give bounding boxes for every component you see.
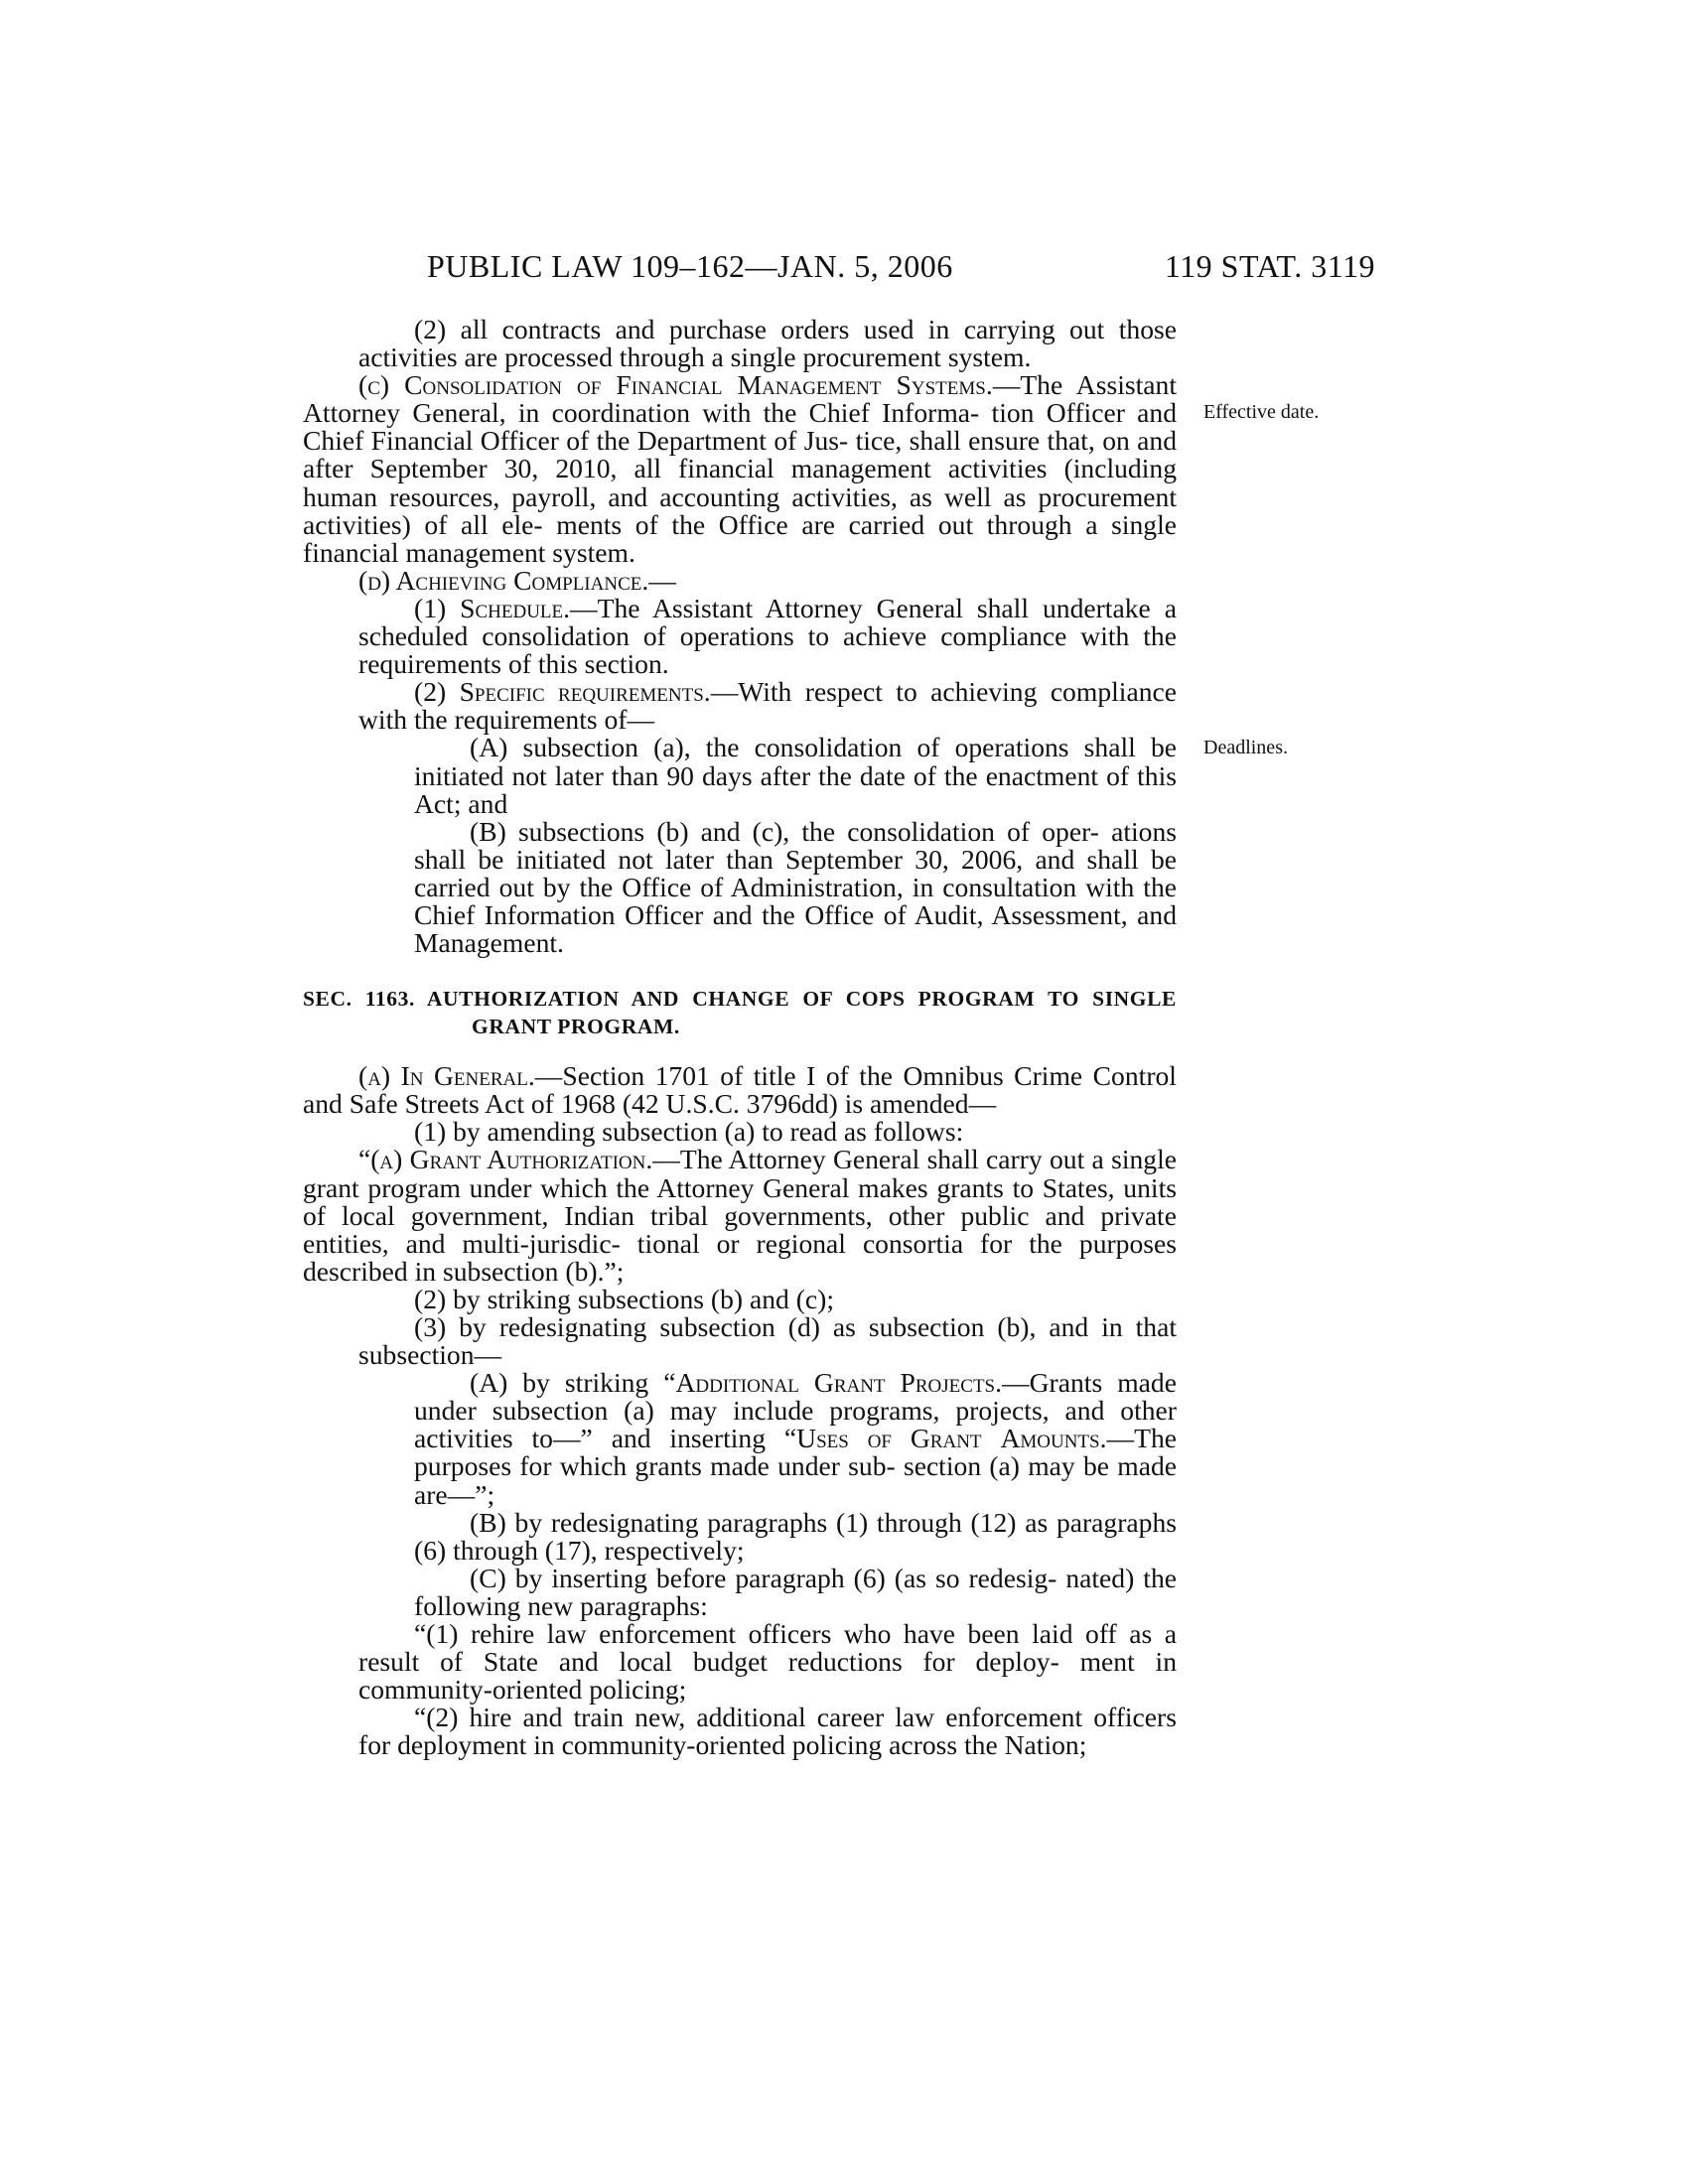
text-line: management activities (including human resources, payroll, and bbox=[303, 453, 1177, 512]
text-line: —The Assistant Attorney General shall bbox=[570, 592, 1030, 623]
text-line: Assistant Attorney General, in coordination with the Chief Informa- bbox=[303, 369, 1177, 429]
text-line: the Nation; bbox=[964, 1729, 1087, 1761]
text-line: off as a result of State and local budget reductions for deploy- bbox=[358, 1618, 1178, 1678]
text-line: undertake a scheduled consolidation of operations to achieve bbox=[358, 592, 1177, 652]
text-line: tion Officer and Chief Financial Officer of the Department of Jus- bbox=[303, 397, 1177, 457]
text-line: amended— bbox=[870, 1088, 997, 1120]
text-line: tional or regional consortia for the purposes described in subsection bbox=[303, 1227, 1177, 1287]
text-line: —Grants bbox=[1002, 1367, 1103, 1399]
text-line: paragraphs (6) through (17), respectively; bbox=[414, 1506, 1177, 1566]
margin-note-deadlines: Deadlines. bbox=[1203, 737, 1288, 758]
text-line: “(2) hire and train new, additional career law enforcement bbox=[414, 1702, 1083, 1733]
text-line: be initiated not later than 90 days after the date of the bbox=[414, 732, 1177, 791]
section-heading-line: SINGLE GRANT PROGRAM. bbox=[472, 987, 1177, 1039]
struck-heading: Additional Grant Projects. bbox=[675, 1367, 1003, 1399]
text-line: ment in community-oriented policing; bbox=[358, 1646, 1177, 1706]
text-line: (2) by striking subsections (b) and (c); bbox=[414, 1283, 835, 1314]
text-line: —With respect to achieving bbox=[710, 676, 1038, 708]
text-line: ments of the Office are carried out through a single financial bbox=[303, 508, 1177, 568]
paragraph-a1 bbox=[303, 1118, 1177, 1146]
subparagraph-dB bbox=[303, 815, 1178, 959]
paragraph-d2-heading: (2) Specific requirements. bbox=[414, 676, 711, 708]
text-line: Control and Safe Streets Act of 1968 (42 U.S.C. 3796dd) is bbox=[303, 1060, 1177, 1120]
section-heading-line: SEC. 1163. AUTHORIZATION AND CHANGE OF COPS PROGRAM TO bbox=[303, 987, 1079, 1012]
text-line: governments, other public and private entities, and multi-jurisdic- bbox=[303, 1199, 1177, 1259]
subsection-d bbox=[303, 564, 1177, 596]
text-line: out a single grant program under which the Attorney General bbox=[303, 1144, 1178, 1203]
subsection-a-heading: (a) In General. bbox=[358, 1060, 535, 1092]
text-line: (B) subsections (b) and (c), the consolidation of oper- bbox=[470, 815, 1099, 847]
running-head-title: PUBLIC LAW 109–162—JAN. 5, 2006 bbox=[427, 248, 953, 284]
text-line: tice, shall ensure that, on and after September 30, 2010, all financial bbox=[303, 425, 1178, 484]
subsection-c-heading: (c) Consolidation of Financial Management Systems. bbox=[358, 369, 993, 401]
text-line: management system. bbox=[405, 536, 635, 568]
text-line: nated) the following new paragraphs: bbox=[414, 1562, 1177, 1621]
text-line: in consultation with the Chief Information Officer and the bbox=[414, 871, 1177, 930]
subsection-d-heading: (d) Achieving Compliance. bbox=[358, 564, 649, 596]
text-line: (B) by redesignating paragraphs (1) through (12) as bbox=[470, 1506, 1049, 1538]
paragraph-d2 bbox=[303, 678, 1177, 734]
inserted-heading: Uses of Grant bbox=[796, 1423, 982, 1454]
text-line: makes grants to States, units of local government, Indian tribal bbox=[303, 1171, 1177, 1231]
quoted-subsection-a bbox=[303, 1146, 1177, 1285]
section-heading bbox=[303, 985, 1177, 1040]
subparagraph-aB bbox=[303, 1506, 1177, 1566]
text-line: —The purposes for which grants made under sub- bbox=[414, 1423, 1177, 1482]
text-line: those activities are processed through a single procurement bbox=[358, 314, 1177, 373]
paragraph-a2 bbox=[303, 1283, 1177, 1314]
subparagraph-aC bbox=[303, 1562, 1177, 1621]
text-dash: — bbox=[648, 564, 676, 596]
text-line: and other activities to—” and inserting “ bbox=[414, 1395, 1177, 1454]
text-line: made under subsection (a) may include programs, projects, bbox=[414, 1367, 1177, 1427]
text-line: officers for deployment in community-oriented policing across bbox=[358, 1702, 1177, 1761]
text-line: compliance with the requirements of this section. bbox=[358, 620, 1177, 680]
text-line: ations shall be initiated not later than September 30, 2006, bbox=[414, 815, 1177, 875]
subsection-c bbox=[303, 371, 1177, 567]
page-stat-number: 119 STAT. 3119 bbox=[1164, 248, 1375, 284]
quoted-subsection-a-heading: “(a) Grant Authorization. bbox=[358, 1144, 653, 1175]
text-line: (b).”; bbox=[565, 1255, 625, 1287]
text-line: compliance with the requirements of— bbox=[358, 676, 1177, 736]
quoted-paragraph-2 bbox=[303, 1704, 1177, 1759]
text-line: —The bbox=[992, 369, 1063, 401]
paragraph-a3 bbox=[303, 1313, 1177, 1369]
subparagraph-aA bbox=[303, 1369, 1177, 1508]
text-line: (3) by redesignating subsection (d) as subsection (b), and bbox=[414, 1311, 1089, 1342]
text-line: in that subsection— bbox=[358, 1311, 1177, 1371]
inserted-heading: Amounts. bbox=[1000, 1423, 1107, 1454]
text-line: and shall be carried out by the Office of Administration, bbox=[414, 843, 1177, 902]
paragraph-b2 bbox=[303, 316, 1177, 371]
paragraph-d1 bbox=[303, 592, 1177, 680]
text-line: accounting activities, as well as procurement activities) of all ele- bbox=[303, 480, 1177, 540]
quoted-paragraph-1 bbox=[303, 1620, 1177, 1704]
text-line: (1) by amending subsection (a) to read as follows: bbox=[414, 1116, 964, 1148]
text-line: section (a) may be made are—”; bbox=[414, 1450, 1178, 1510]
running-head bbox=[303, 248, 1375, 292]
text-line: (2) all contracts and purchase orders used in carrying out bbox=[414, 314, 1105, 344]
text-line: enactment of this Act; and bbox=[414, 759, 1177, 819]
text-line: system. bbox=[947, 341, 1032, 373]
paragraph-d1-heading: (1) Schedule. bbox=[414, 592, 571, 623]
text-line: (A) subsection (a), the consolidation of operations shall bbox=[470, 732, 1136, 763]
text-line: —Section 1701 of title I of the Omnibus Crime bbox=[534, 1060, 1083, 1092]
subparagraph-dA bbox=[303, 734, 1177, 817]
subsection-a bbox=[303, 1062, 1177, 1118]
text-line: (A) by striking “ bbox=[470, 1367, 676, 1399]
text-line: “(1) rehire law enforcement officers who have been laid bbox=[414, 1618, 1073, 1650]
text-line: (C) by inserting before paragraph (6) (as so redesig- bbox=[470, 1562, 1057, 1593]
margin-note-effective-date: Effective date. bbox=[1203, 401, 1320, 423]
text-line: Office of Audit, Assessment, and Management. bbox=[414, 898, 1178, 959]
statute-body bbox=[303, 316, 1177, 1760]
text-line: —The Attorney General shall carry bbox=[652, 1144, 1043, 1175]
